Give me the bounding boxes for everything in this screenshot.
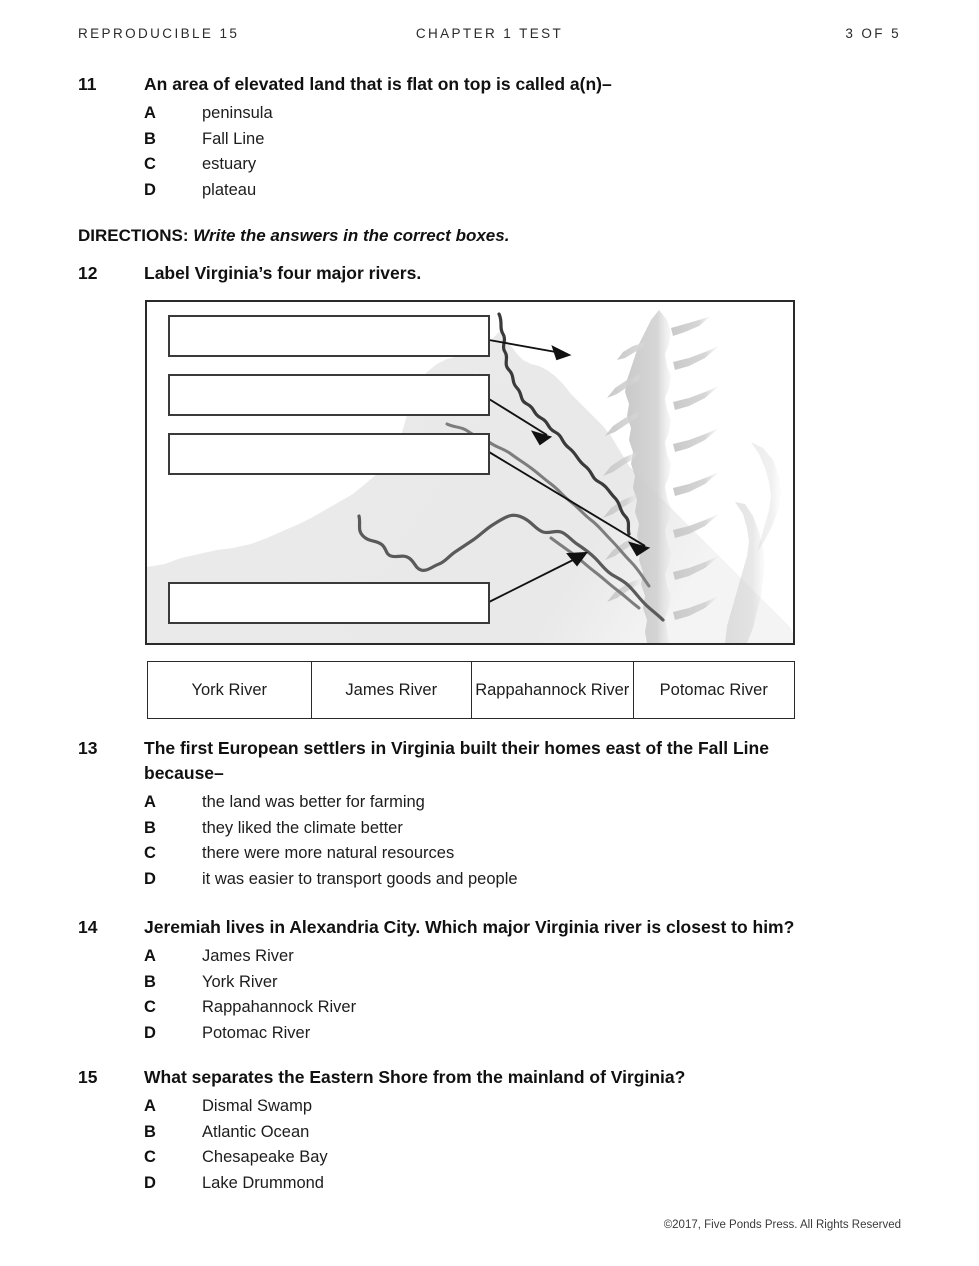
choice-15-d[interactable]: [144, 1171, 938, 1197]
choice-13-b-letter: B: [144, 818, 156, 837]
choice-13-c-letter: C: [144, 844, 156, 862]
question-13-number: 13: [78, 738, 98, 758]
choice-14-c-text: Rappahannock River: [202, 998, 357, 1016]
choice-13-a[interactable]: [144, 790, 848, 816]
answer-box-4[interactable]: [168, 582, 490, 624]
answer-box-2[interactable]: [168, 374, 490, 416]
choice-14-a-letter: A: [144, 947, 156, 965]
choice-15-b-letter: B: [144, 1122, 156, 1141]
choice-11-d[interactable]: [144, 178, 938, 204]
question-13: [78, 736, 848, 892]
choice-14-c-letter: C: [144, 998, 156, 1016]
directions-separator: :: [182, 226, 189, 245]
choice-11-a[interactable]: [144, 101, 938, 127]
choice-11-a-letter: A: [144, 104, 156, 122]
answer-box-1[interactable]: [168, 315, 490, 357]
choice-13-d-letter: D: [144, 869, 156, 888]
question-14: [78, 915, 938, 1046]
choice-15-d-text: Lake Drummond: [202, 1173, 324, 1192]
question-13-head: [78, 736, 848, 786]
choice-15-d-letter: D: [144, 1173, 156, 1192]
choice-11-d-text: plateau: [202, 180, 257, 199]
choice-13-c[interactable]: [144, 841, 848, 867]
directions-label: DIRECTIONS: [78, 226, 183, 245]
answer-box-3[interactable]: [168, 433, 490, 475]
running-head: [78, 26, 901, 46]
word-bank: [147, 661, 795, 719]
choice-15-b[interactable]: [144, 1120, 938, 1146]
word-bank-cell-potomac[interactable]: Potomac River: [659, 680, 768, 699]
arrow-head-1: [553, 347, 569, 359]
choice-14-b-letter: B: [144, 972, 156, 991]
choice-11-b[interactable]: [144, 127, 938, 153]
question-12-number: 12: [78, 263, 98, 283]
question-13-text: The first European settlers in Virginia built their homes east of the Fall Line because–: [144, 738, 769, 783]
choice-11-c-text: estuary: [202, 155, 257, 173]
choice-14-c[interactable]: [144, 995, 938, 1021]
running-head-left: REPRODUCIBLE 15: [78, 26, 240, 41]
word-bank-cell-james[interactable]: James River: [312, 662, 473, 718]
choice-15-c-text: Chesapeake Bay: [202, 1148, 328, 1166]
choice-15-a-letter: A: [144, 1097, 156, 1115]
word-bank-cell-york[interactable]: York River: [148, 662, 312, 718]
choice-13-a-text: the land was better for farming: [202, 793, 425, 811]
question-14-head: [78, 915, 938, 940]
choice-13-d[interactable]: [144, 867, 848, 893]
question-14-number: 14: [78, 917, 98, 937]
question-11-text: An area of elevated land that is flat on top is called a(n)–: [144, 74, 612, 94]
choice-14-a-text: James River: [202, 947, 294, 965]
question-11: [78, 72, 938, 203]
choice-14-d-text: Potomac River: [202, 1023, 311, 1042]
choice-11-c-letter: C: [144, 155, 156, 173]
choice-11-b-letter: B: [144, 129, 156, 148]
question-12: [78, 261, 938, 286]
choice-14-a[interactable]: [144, 944, 938, 970]
question-12-text: Label Virginia’s four major rivers.: [144, 263, 422, 283]
choice-15-b-text: Atlantic Ocean: [202, 1122, 310, 1141]
word-bank-cell-rappahannock[interactable]: Rappahannock River: [472, 662, 634, 718]
question-15-choices: [144, 1094, 938, 1196]
choice-14-b-text: York River: [202, 972, 278, 991]
question-14-choices: [144, 944, 938, 1046]
choice-15-c-letter: C: [144, 1148, 156, 1166]
running-head-center: CHAPTER 1 TEST: [415, 26, 564, 41]
choice-15-c[interactable]: [144, 1145, 938, 1171]
choice-11-c[interactable]: [144, 152, 938, 178]
choice-11-b-text: Fall Line: [202, 129, 265, 148]
choice-11-d-letter: D: [144, 180, 156, 199]
question-13-choices: [144, 790, 848, 892]
question-15: [78, 1065, 938, 1196]
choice-11-a-text: peninsula: [202, 104, 273, 122]
choice-13-d-text: it was easier to transport goods and people: [202, 869, 518, 888]
choice-15-a[interactable]: [144, 1094, 938, 1120]
question-11-number: 11: [78, 74, 97, 94]
virginia-rivers-map-figure: [145, 300, 795, 645]
choice-13-c-text: there were more natural resources: [202, 844, 455, 862]
choice-13-a-letter: A: [144, 793, 156, 811]
question-15-head: [78, 1065, 938, 1090]
question-11-head: [78, 72, 938, 97]
directions-line: [78, 226, 509, 246]
question-15-text: What separates the Eastern Shore from the mainland of Virginia?: [144, 1067, 686, 1087]
question-12-head: [78, 261, 938, 286]
question-14-text: Jeremiah lives in Alexandria City. Which major Virginia river is closest to him?: [144, 917, 795, 937]
choice-14-d[interactable]: [144, 1021, 938, 1047]
running-head-right: 3 OF 5: [845, 26, 901, 41]
question-15-number: 15: [78, 1067, 98, 1087]
directions-body: Write the answers in the correct boxes.: [193, 226, 510, 245]
footer-copyright: ©2017, Five Ponds Press. All Rights Reserved: [663, 1219, 901, 1231]
choice-15-a-text: Dismal Swamp: [202, 1097, 313, 1115]
choice-13-b-text: they liked the climate better: [202, 818, 403, 837]
choice-14-d-letter: D: [144, 1023, 156, 1042]
choice-13-b[interactable]: [144, 816, 848, 842]
question-11-choices: [144, 101, 938, 203]
choice-14-b[interactable]: [144, 970, 938, 996]
